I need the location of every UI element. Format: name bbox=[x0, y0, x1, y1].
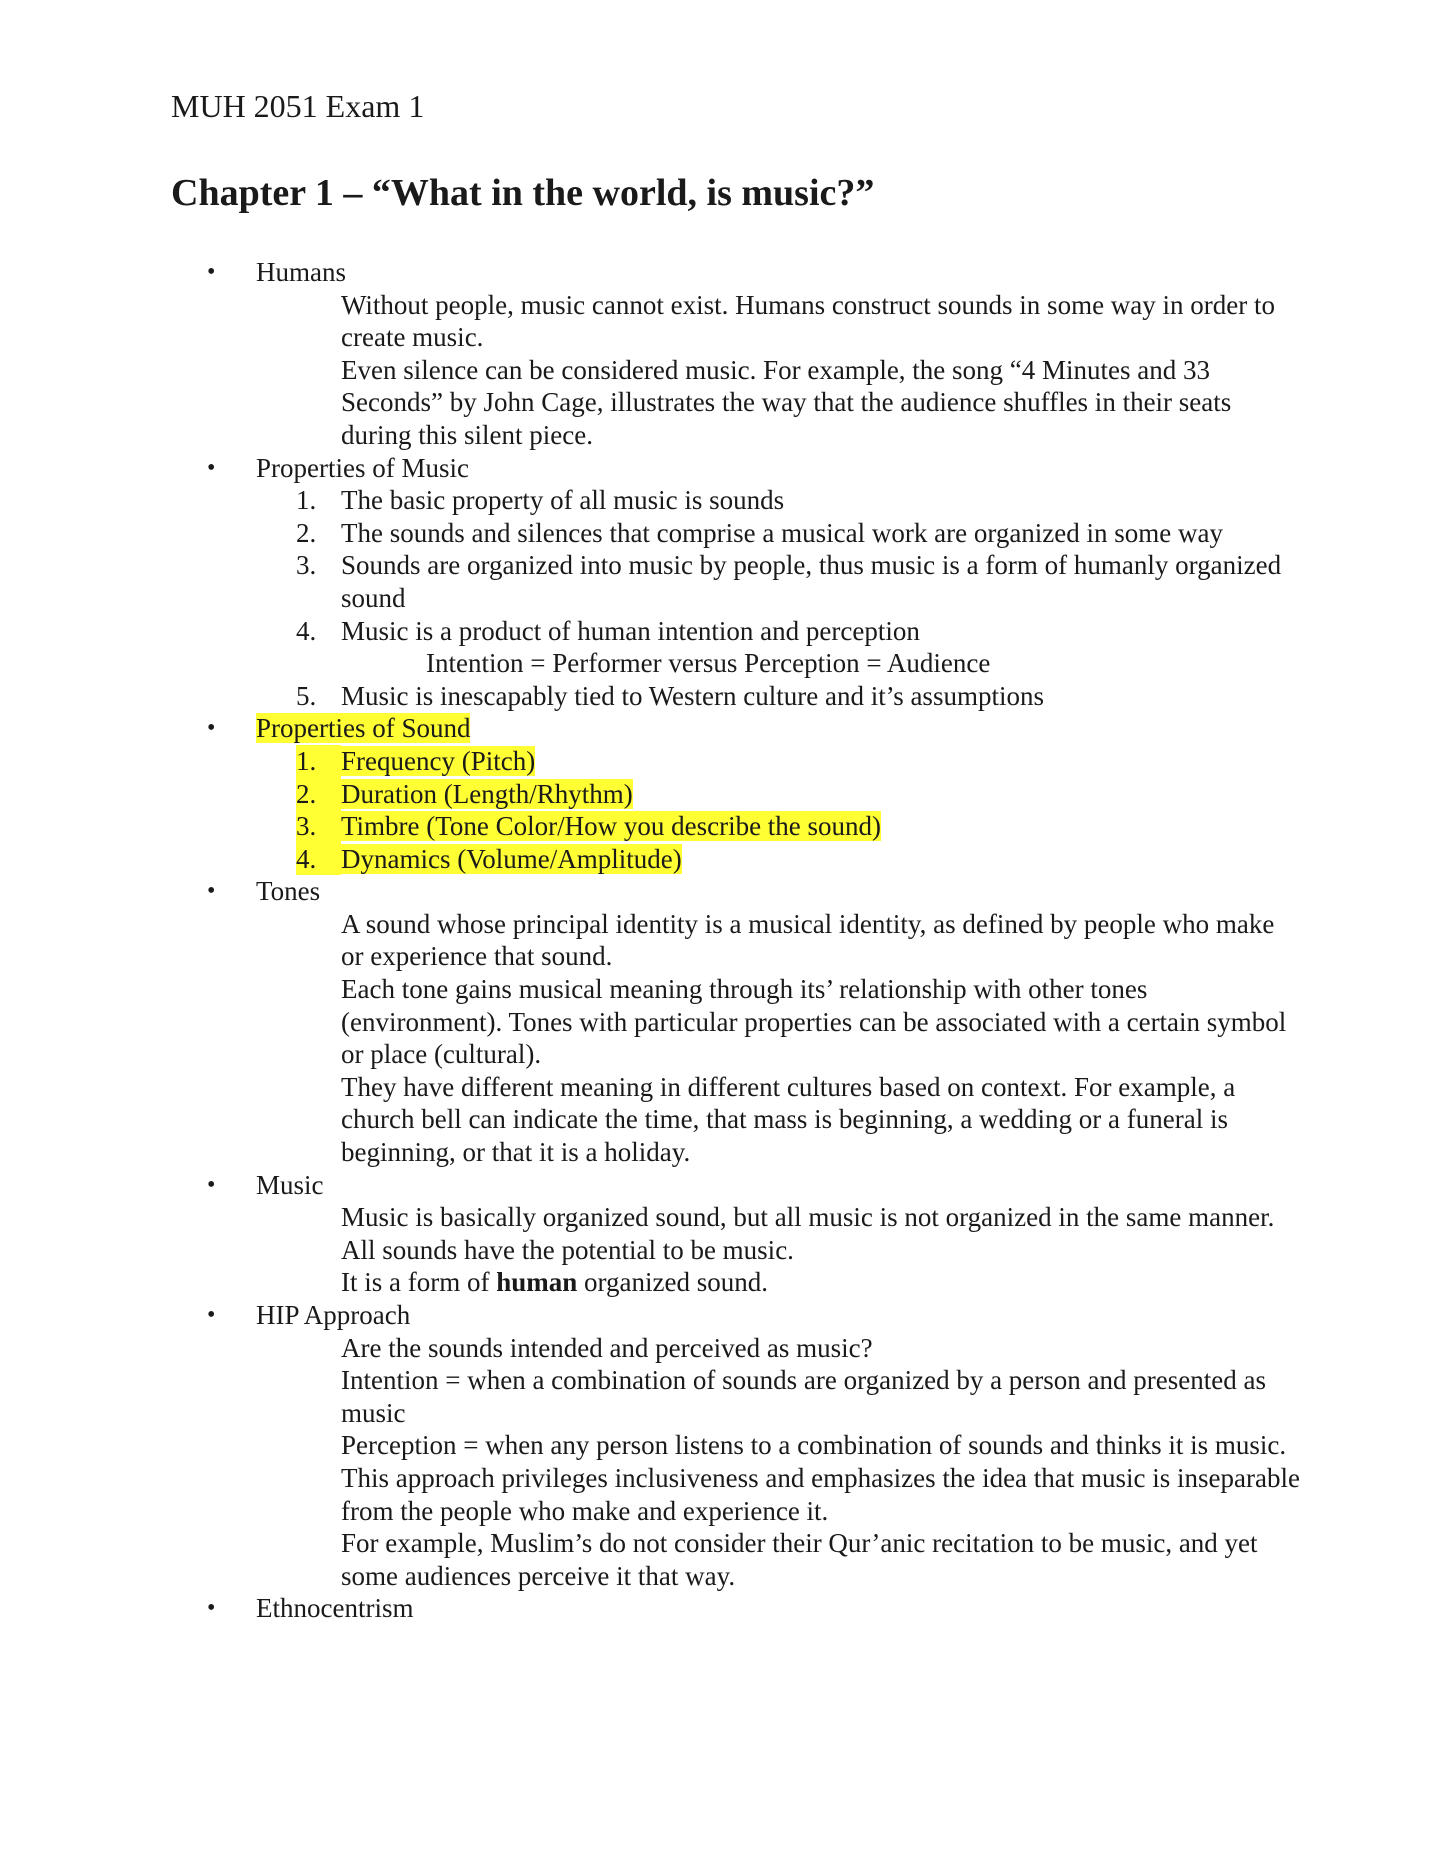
paragraph bbox=[341, 1266, 1301, 1299]
list-item: 5. Music is inescapably tied to Western culture and it’s assumptions bbox=[296, 680, 1044, 711]
bullet-label: HIP Approach bbox=[256, 1300, 411, 1330]
list-item: 1. The basic property of all music is sounds bbox=[296, 485, 785, 516]
music-paragraphs bbox=[171, 1201, 1301, 1299]
list-item: 1. Frequency (Pitch) bbox=[296, 745, 536, 776]
list-item-text: Dynamics (Volume/Amplitude) bbox=[341, 843, 682, 874]
list-item: 2. The sounds and silences that comprise a musical work are organized in some way bbox=[296, 517, 1223, 548]
bullet-properties-of-sound bbox=[171, 712, 1301, 745]
bold-text: human bbox=[496, 1267, 578, 1298]
list-item-text: Music is a product of human intention and perception bbox=[341, 615, 920, 646]
humans-paragraphs bbox=[171, 289, 1301, 452]
list-item-text: Duration (Length/Rhythm) bbox=[341, 778, 633, 809]
bullet-ethnocentrism bbox=[171, 1592, 1301, 1625]
list-item-text: The sounds and silences that comprise a musical work are organized in some way bbox=[341, 517, 1223, 548]
chapter-title: Chapter 1 – “What in the world, is music?” bbox=[171, 172, 875, 214]
paragraph: Intention = when a combination of sounds are organized by a person and presented as music bbox=[341, 1365, 1266, 1428]
list-item-text: Timbre (Tone Color/How you describe the sound) bbox=[341, 811, 882, 842]
bullet-tones bbox=[171, 875, 1301, 908]
bullet-music bbox=[171, 1169, 1301, 1202]
document-header: MUH 2051 Exam 1 bbox=[171, 88, 425, 124]
paragraph: They have different meaning in different cultures based on context. For example, a church bell can indicate the time, that mass is beginning, a wedding or a funeral is beginning, or that it is a holiday. bbox=[341, 1071, 1236, 1168]
list-item-text: Music is inescapably tied to Western culture and it’s assumptions bbox=[341, 680, 1044, 711]
bullet-label: Ethnocentrism bbox=[256, 1593, 414, 1624]
list-item: 2. Duration (Length/Rhythm) bbox=[296, 778, 633, 809]
paragraph: This approach privileges inclusiveness and emphasizes the idea that music is inseparable from the people who make and experience it. bbox=[341, 1462, 1300, 1526]
list-item-text: Sounds are organized into music by people, thus music is a form of humanly organized sound bbox=[341, 550, 1282, 613]
paragraph: Perception = when any person listens to a combination of sounds and thinks it is music. bbox=[341, 1430, 1287, 1461]
hip-paragraphs bbox=[171, 1332, 1301, 1593]
bullet-label: Tones bbox=[256, 876, 321, 907]
list-item-text: The basic property of all music is sounds bbox=[341, 485, 785, 516]
list-item: 4. Dynamics (Volume/Amplitude) bbox=[296, 843, 682, 874]
sub-note: Intention = Performer versus Perception = Audience bbox=[426, 648, 991, 679]
list-item: 3. Sounds are organized into music by people, thus music is a form of humanly organized sound bbox=[296, 550, 1282, 613]
notes-content bbox=[171, 256, 1301, 1625]
paragraph: Music is basically organized sound, but all music is not organized in the same manner. All sounds have the potential to be music. bbox=[341, 1202, 1275, 1265]
text-run: It is a form of bbox=[341, 1267, 497, 1298]
paragraph: A sound whose principal identity is a musical identity, as defined by people who make or experience that sound. bbox=[341, 908, 1275, 972]
list-item-text: Frequency (Pitch) bbox=[341, 745, 536, 776]
paragraph: Each tone gains musical meaning through its’ relationship with other tones (environment). Tones with particular properties can be associated with a certain symbol or place (cultural). bbox=[341, 974, 1287, 1070]
text-run: organized sound. bbox=[577, 1267, 768, 1298]
paragraph: Even silence can be considered music. For example, the song “4 Minutes and 33 Seconds” by John Cage, illustrates the way that the audience shuffles in their seats during this silent piece. bbox=[341, 354, 1232, 450]
bullet-hip-approach bbox=[171, 1299, 1301, 1332]
bullet-label: Properties of Sound bbox=[256, 713, 471, 744]
bullet-label: Music bbox=[256, 1169, 324, 1200]
bullet-humans bbox=[171, 256, 1301, 289]
tones-paragraphs bbox=[171, 908, 1301, 1169]
paragraph: Are the sounds intended and perceived as music? bbox=[341, 1332, 873, 1363]
paragraph: For example, Muslim’s do not consider their Qur’anic recitation to be music, and yet some audiences perceive it that way. bbox=[341, 1528, 1258, 1591]
properties-of-sound-list bbox=[171, 745, 1301, 875]
bullet-properties-of-music bbox=[171, 452, 1301, 485]
bullet-label: Properties of Music bbox=[256, 452, 469, 483]
list-item: 4. Music is a product of human intention and perception bbox=[296, 615, 920, 646]
paragraph: Without people, music cannot exist. Humans construct sounds in some way in order to create music. bbox=[341, 289, 1276, 353]
list-item: 3. Timbre (Tone Color/How you describe the sound) bbox=[296, 811, 882, 842]
bullet-label: Humans bbox=[256, 257, 346, 287]
properties-of-music-list bbox=[171, 484, 1301, 712]
